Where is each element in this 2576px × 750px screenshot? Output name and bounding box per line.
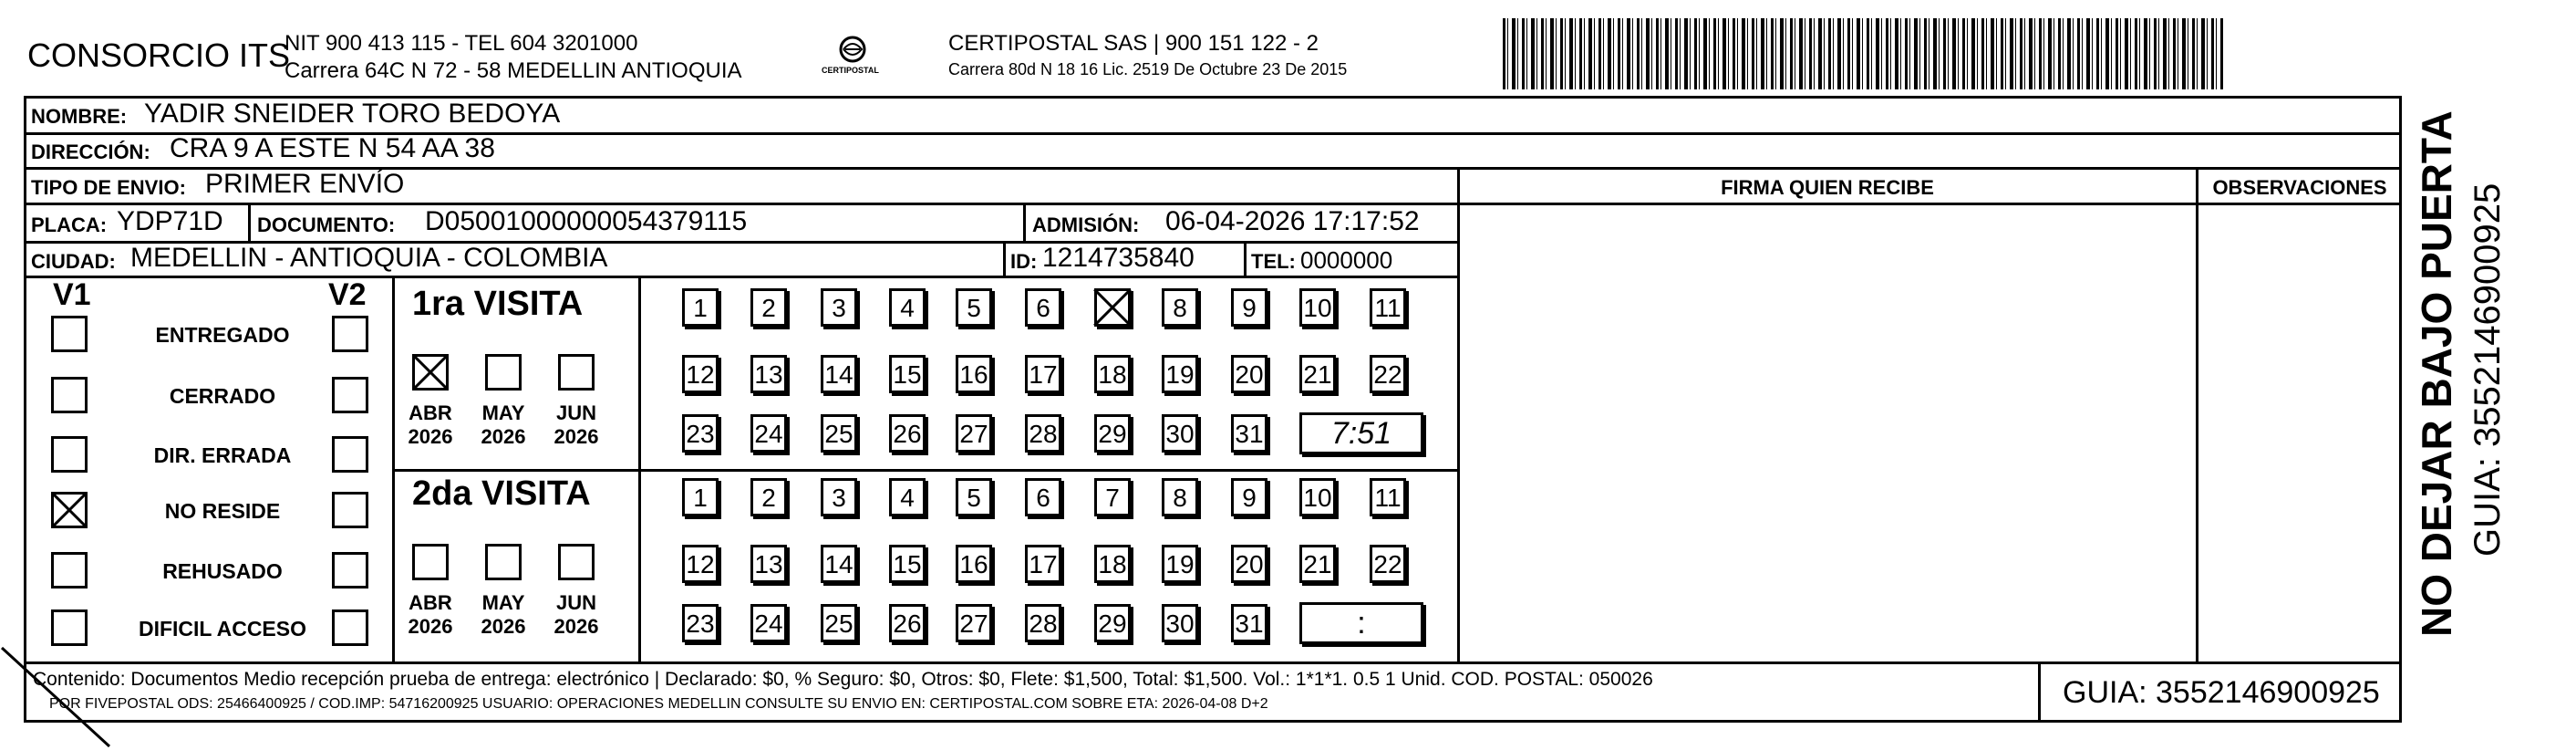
month-label: ABR bbox=[409, 591, 452, 614]
day-box[interactable]: 16 bbox=[956, 545, 992, 583]
status-v2-checkbox[interactable] bbox=[332, 377, 368, 413]
status-label: DIFICIL ACCESO bbox=[138, 617, 306, 641]
day-box[interactable]: 10 bbox=[1299, 288, 1336, 327]
day-box[interactable]: 17 bbox=[1025, 355, 1061, 393]
day-box[interactable]: 31 bbox=[1231, 604, 1267, 642]
placa-value: YDP71D bbox=[117, 206, 223, 236]
side-guia: GUIA: 3552146900925 bbox=[2467, 182, 2508, 557]
status-v1-checkbox[interactable] bbox=[51, 377, 88, 413]
day-box[interactable]: 20 bbox=[1231, 545, 1267, 583]
day-box[interactable]: 1 bbox=[682, 478, 719, 516]
tipo-label: TIPO DE ENVIO: bbox=[31, 176, 186, 199]
day-box[interactable]: 18 bbox=[1094, 355, 1131, 393]
day-box[interactable]: 2 bbox=[750, 478, 787, 516]
id-label: ID: bbox=[1010, 250, 1038, 273]
status-v1-checkbox[interactable] bbox=[51, 316, 88, 352]
status-v1-checkbox[interactable] bbox=[51, 436, 88, 473]
month-checkbox[interactable] bbox=[412, 544, 449, 580]
company-name: CONSORCIO ITS bbox=[27, 36, 291, 74]
direccion-label: DIRECCIÓN: bbox=[31, 141, 150, 163]
day-box[interactable]: 4 bbox=[889, 478, 926, 516]
day-box[interactable]: 6 bbox=[1025, 288, 1061, 327]
day-box[interactable]: 25 bbox=[821, 604, 857, 642]
day-box[interactable]: 27 bbox=[956, 604, 992, 642]
footer-line1: Contenido: Documentos Medio recepción prueba de entrega: electrónico | Declarado: $0, % Seguro: $0, Otros: $0, Flete: $1,500, Total: $1,500. Vol.: 1*1*1. 0.5 1 Unid. COD. POSTAL: 050026 bbox=[33, 669, 1653, 690]
day-box[interactable]: 23 bbox=[682, 414, 719, 453]
day-box[interactable] bbox=[1094, 288, 1131, 327]
month-checkbox[interactable] bbox=[485, 544, 522, 580]
logo-caption: CERTIPOSTAL bbox=[822, 66, 879, 75]
nombre-value: YADIR SNEIDER TORO BEDOYA bbox=[144, 99, 561, 129]
certipostal-line2: Carrera 80d N 18 16 Lic. 2519 De Octubre 23 De 2015 bbox=[948, 60, 1348, 78]
day-box[interactable]: 7 bbox=[1094, 478, 1131, 516]
day-box[interactable]: 27 bbox=[956, 414, 992, 453]
day-box[interactable]: 8 bbox=[1162, 478, 1198, 516]
day-box[interactable]: 11 bbox=[1370, 288, 1406, 327]
admision-label: ADMISIÓN: bbox=[1032, 214, 1140, 236]
day-box[interactable]: 15 bbox=[889, 545, 926, 583]
nit-line: NIT 900 413 115 - TEL 604 3201000 bbox=[284, 31, 638, 56]
observaciones-header: OBSERVACIONES bbox=[2212, 176, 2387, 199]
day-box[interactable]: 31 bbox=[1231, 414, 1267, 453]
day-box[interactable]: 29 bbox=[1094, 414, 1131, 453]
day-box[interactable]: 2 bbox=[750, 288, 787, 327]
day-box[interactable]: 14 bbox=[821, 355, 857, 393]
header bbox=[0, 0, 2576, 100]
v2-header: V2 bbox=[328, 277, 367, 312]
ciudad-label: CIUDAD: bbox=[31, 250, 116, 273]
nombre-label: NOMBRE: bbox=[31, 105, 128, 128]
placa-label: PLACA: bbox=[31, 214, 108, 236]
ciudad-value: MEDELLIN - ANTIOQUIA - COLOMBIA bbox=[130, 243, 608, 273]
tel-value: 0000000 bbox=[1300, 246, 1393, 274]
month-label: JUN bbox=[555, 401, 596, 424]
status-v1-checkbox[interactable] bbox=[51, 492, 88, 528]
month-year: 2026 bbox=[553, 425, 599, 448]
documento-label: DOCUMENTO: bbox=[257, 214, 396, 236]
direccion-value: CRA 9 A ESTE N 54 AA 38 bbox=[170, 133, 495, 163]
barcode bbox=[1503, 18, 2223, 89]
day-box[interactable]: 19 bbox=[1162, 355, 1198, 393]
status-label: ENTREGADO bbox=[155, 323, 290, 347]
day-box[interactable]: 22 bbox=[1370, 545, 1406, 583]
day-box[interactable]: 17 bbox=[1025, 545, 1061, 583]
status-v2-checkbox[interactable] bbox=[332, 609, 368, 646]
day-box[interactable]: 23 bbox=[682, 604, 719, 642]
month-year: 2026 bbox=[481, 615, 526, 638]
day-box[interactable]: 1 bbox=[682, 288, 719, 327]
no-dejar-text: NO DEJAR BAJO PUERTA bbox=[2413, 110, 2460, 637]
day-box[interactable]: 13 bbox=[750, 355, 787, 393]
day-box[interactable]: 12 bbox=[682, 355, 719, 393]
month-checkbox[interactable] bbox=[558, 544, 595, 580]
visit2-time[interactable]: : bbox=[1299, 602, 1423, 644]
month-label: MAY bbox=[481, 401, 525, 424]
status-label: NO RESIDE bbox=[164, 499, 281, 523]
day-box[interactable]: 28 bbox=[1025, 414, 1061, 453]
day-box[interactable]: 24 bbox=[750, 414, 787, 453]
certipostal-line1: CERTIPOSTAL SAS | 900 151 122 - 2 bbox=[948, 31, 1319, 56]
day-box[interactable]: 5 bbox=[956, 478, 992, 516]
tel-label: TEL: bbox=[1251, 250, 1296, 273]
day-box[interactable]: 8 bbox=[1162, 288, 1198, 327]
day-box[interactable]: 21 bbox=[1299, 545, 1336, 583]
status-v1-checkbox[interactable] bbox=[51, 552, 88, 589]
day-box[interactable]: 18 bbox=[1094, 545, 1131, 583]
day-box[interactable]: 15 bbox=[889, 355, 926, 393]
certipostal-logo bbox=[816, 35, 889, 80]
day-box[interactable]: 29 bbox=[1094, 604, 1131, 642]
fold-mark bbox=[0, 639, 128, 750]
status-label: DIR. ERRADA bbox=[153, 443, 292, 467]
day-box[interactable]: 4 bbox=[889, 288, 926, 327]
day-box[interactable]: 22 bbox=[1370, 355, 1406, 393]
firma-header: FIRMA QUIEN RECIBE bbox=[1721, 176, 1934, 199]
day-box[interactable]: 9 bbox=[1231, 288, 1267, 327]
day-box[interactable]: 3 bbox=[821, 478, 857, 516]
tipo-value: PRIMER ENVÍO bbox=[205, 169, 405, 199]
month-year: 2026 bbox=[481, 425, 526, 448]
month-checkbox[interactable] bbox=[485, 354, 522, 391]
footer-guia: GUIA: 3552146900925 bbox=[2063, 675, 2380, 710]
day-box[interactable]: 5 bbox=[956, 288, 992, 327]
day-box[interactable]: 20 bbox=[1231, 355, 1267, 393]
day-box[interactable]: 9 bbox=[1231, 478, 1267, 516]
visit2-title: 2da VISITA bbox=[412, 474, 591, 513]
day-box[interactable]: 12 bbox=[682, 545, 719, 583]
day-box[interactable]: 13 bbox=[750, 545, 787, 583]
status-v2-checkbox[interactable] bbox=[332, 316, 368, 352]
status-label: CERRADO bbox=[169, 384, 276, 408]
day-box[interactable]: 28 bbox=[1025, 604, 1061, 642]
day-box[interactable]: 10 bbox=[1299, 478, 1336, 516]
month-year: 2026 bbox=[408, 615, 453, 638]
day-box[interactable]: 6 bbox=[1025, 478, 1061, 516]
month-label: MAY bbox=[481, 591, 525, 614]
footer-line2: POR FIVEPOSTAL ODS: 25466400925 / COD.IMP: 54716200925 USUARIO: OPERACIONES MEDELLIN CONSULTE SU ENVIO EN: CERTIPOSTAL.COM SOBRE ETA: 2026-04-08 D+2 bbox=[49, 696, 1268, 712]
day-box[interactable]: 26 bbox=[889, 414, 926, 453]
id-value: 1214735840 bbox=[1042, 243, 1195, 273]
month-checkbox[interactable] bbox=[412, 354, 449, 391]
month-label: ABR bbox=[409, 401, 452, 424]
day-box[interactable]: 30 bbox=[1162, 604, 1198, 642]
month-year: 2026 bbox=[408, 425, 453, 448]
month-label: JUN bbox=[555, 591, 596, 614]
day-box[interactable]: 25 bbox=[821, 414, 857, 453]
day-box[interactable]: 30 bbox=[1162, 414, 1198, 453]
visit1-title: 1ra VISITA bbox=[412, 285, 584, 323]
status-v2-checkbox[interactable] bbox=[332, 552, 368, 589]
visit1-time[interactable]: 7:51 bbox=[1299, 412, 1423, 454]
documento-value: D05001000000054379115 bbox=[425, 206, 748, 236]
status-v2-checkbox[interactable] bbox=[332, 492, 368, 528]
day-box[interactable]: 14 bbox=[821, 545, 857, 583]
status-v2-checkbox[interactable] bbox=[332, 436, 368, 473]
day-box[interactable]: 26 bbox=[889, 604, 926, 642]
day-box[interactable]: 16 bbox=[956, 355, 992, 393]
admision-value: 06-04-2026 17:17:52 bbox=[1165, 206, 1420, 236]
day-box[interactable]: 3 bbox=[821, 288, 857, 327]
status-label: REHUSADO bbox=[162, 559, 283, 583]
day-box[interactable]: 11 bbox=[1370, 478, 1406, 516]
v1-header: V1 bbox=[53, 277, 91, 312]
day-box[interactable]: 21 bbox=[1299, 355, 1336, 393]
month-checkbox[interactable] bbox=[558, 354, 595, 391]
address-line: Carrera 64C N 72 - 58 MEDELLIN ANTIOQUIA bbox=[284, 58, 742, 83]
day-box[interactable]: 19 bbox=[1162, 545, 1198, 583]
month-year: 2026 bbox=[553, 615, 599, 638]
day-box[interactable]: 24 bbox=[750, 604, 787, 642]
